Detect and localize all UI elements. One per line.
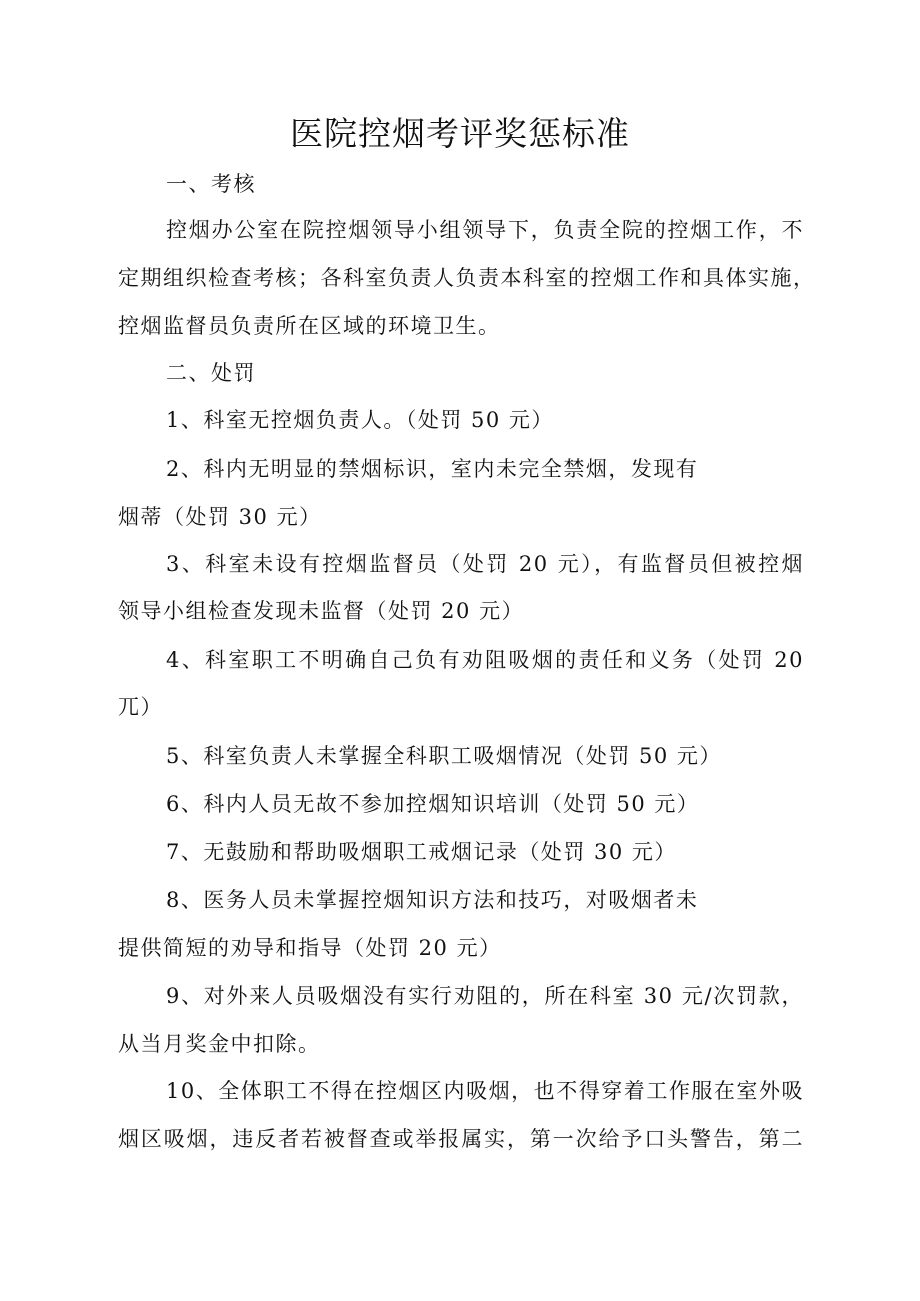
penalty-item-2: 2、科内无明显的禁烟标识，室内未完全禁烟，发现有 (166, 457, 699, 481)
penalty-item-9-cont: 从当月奖金中扣除。 (118, 1032, 321, 1056)
section-heading-penalties: 二、处罚 (166, 361, 256, 385)
penalty-item-10-cont: 烟区吸烟，违反者若被督查或举报属实，第一次给予口头警告，第二 (118, 1127, 804, 1151)
penalty-item-1: 1、科室无控烟负责人。（处罚 50 元） (166, 408, 554, 432)
penalty-item-5: 5、科室负责人未掌握全科职工吸烟情况（处罚 50 元） (166, 744, 722, 768)
penalty-item-10: 10、全体职工不得在控烟区内吸烟，也不得穿着工作服在室外吸 (166, 1079, 804, 1103)
penalty-item-8-cont: 提供简短的劝导和指导（处罚 20 元） (118, 936, 502, 960)
penalty-item-9: 9、对外来人员吸烟没有实行劝阻的，所在科室 30 元/次罚款， (166, 984, 804, 1008)
paragraph-line: 控烟监督员负责所在区域的环境卫生。 (118, 314, 501, 338)
penalty-item-8: 8、医务人员未掌握控烟知识方法和技巧，对吸烟者未 (166, 888, 699, 912)
paragraph-line: 控烟办公室在院控烟领导小组领导下，负责全院的控烟工作，不 (166, 218, 804, 242)
penalty-item-4: 4、科室职工不明确自己负有劝阻吸烟的责任和义务（处罚 20 (166, 648, 804, 672)
section-heading-assessment: 一、考核 (166, 172, 256, 196)
document-title: 医院控烟考评奖惩标准 (290, 114, 630, 153)
penalty-item-3-cont: 领导小组检查发现未监督（处罚 20 元） (118, 599, 525, 623)
penalty-item-2-cont: 烟蒂（处罚 30 元） (118, 505, 322, 529)
penalty-item-7: 7、无鼓励和帮助吸烟职工戒烟记录（处罚 30 元） (166, 840, 677, 864)
paragraph-line: 定期组织检查考核；各科室负责人负责本科室的控烟工作和具体实施， (118, 266, 816, 290)
penalty-item-6: 6、科内人员无故不参加控烟知识培训（处罚 50 元） (166, 792, 700, 816)
penalty-item-3: 3、科室未设有控烟监督员（处罚 20 元），有监督员但被控烟 (166, 552, 804, 576)
penalty-item-4-cont: 兀） (118, 695, 163, 719)
